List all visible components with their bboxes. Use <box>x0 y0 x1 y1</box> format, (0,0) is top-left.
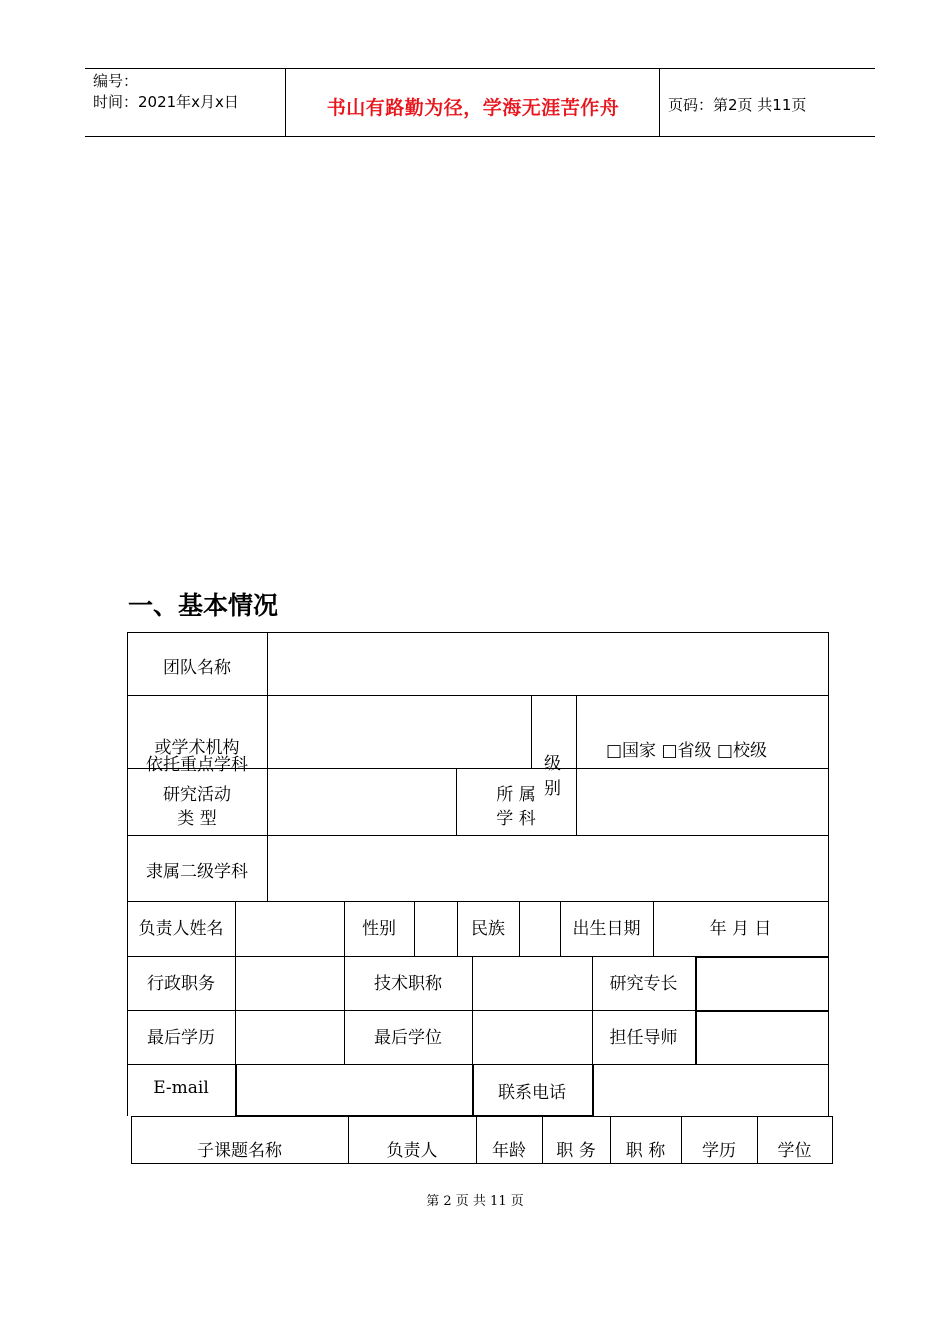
subproject-header-name: 子课题名称 <box>197 1141 282 1161</box>
leader-name-label: 负责人姓名 <box>138 919 224 939</box>
subproject-header-position: 职 务 <box>556 1141 596 1161</box>
base-discipline-label-line2: 依托重点学科 <box>146 755 248 775</box>
base-discipline-label-line1: 或学术机构 <box>154 738 240 758</box>
highest-education-label: 最后学历 <box>147 1028 215 1048</box>
level-label-char2: 别 <box>544 779 561 799</box>
section-title: 一、基本情况 <box>128 591 279 620</box>
email-label: E-mail <box>153 1078 209 1098</box>
supervisor-label: 担任导师 <box>609 1028 678 1048</box>
birth-date-label: 出生日期 <box>572 919 641 939</box>
affiliated-discipline-label-line1: 所 属 <box>496 785 536 805</box>
research-specialty-label: 研究专长 <box>609 974 678 994</box>
footer-page-number: 第 2 页 共 11 页 <box>426 1194 524 1209</box>
document-date: 时间：2021年x月x日 <box>93 93 239 111</box>
affiliated-discipline-label-line2: 学 科 <box>496 809 536 829</box>
gender-label: 性别 <box>362 919 396 939</box>
subproject-header-education: 学历 <box>702 1141 736 1161</box>
secondary-discipline-label: 隶属二级学科 <box>146 862 248 882</box>
level-label-char1: 级 <box>544 754 561 774</box>
tech-title-label: 技术职称 <box>374 974 442 994</box>
subproject-header-leader: 负责人 <box>386 1141 438 1161</box>
activity-type-label-line2: 类 型 <box>177 809 217 829</box>
ethnicity-label: 民族 <box>471 919 505 939</box>
level-options[interactable]: □国家 □省级 □校级 <box>606 741 767 761</box>
subproject-header-age: 年龄 <box>492 1141 526 1161</box>
document-number-label: 编号： <box>93 72 139 90</box>
subproject-header-title: 职 称 <box>625 1141 666 1161</box>
admin-position-label: 行政职务 <box>147 974 215 994</box>
team-name-label: 团队名称 <box>163 658 231 678</box>
birth-date-ymd: 年 月 日 <box>709 919 772 939</box>
subproject-header-degree: 学位 <box>777 1141 812 1161</box>
highest-degree-label: 最后学位 <box>374 1028 442 1048</box>
header-page-info: 页码：第2页 共11页 <box>668 96 807 114</box>
activity-type-label-line1: 研究活动 <box>163 785 231 805</box>
phone-label: 联系电话 <box>498 1083 566 1103</box>
header-motto: 书山有路勤为径，学海无涯苦作舟 <box>326 97 620 119</box>
